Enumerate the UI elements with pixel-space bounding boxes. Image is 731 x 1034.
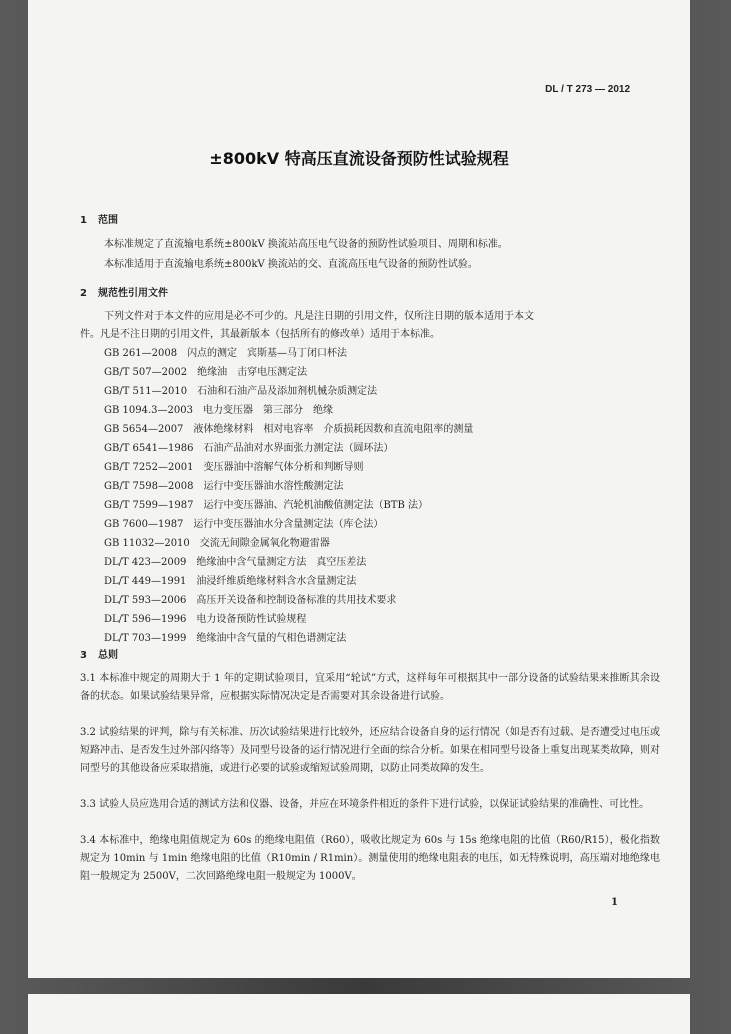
reference-title: 石油产品油对水界面张力测定法（圆环法） [203, 443, 394, 454]
reference-title: 电力设备预防性试验规程 [196, 614, 307, 625]
reference-item [104, 420, 473, 439]
reference-item [104, 534, 473, 553]
section-1-heading [80, 211, 118, 226]
reference-item [104, 363, 473, 382]
reference-code: DL/T 449—1991 [104, 576, 187, 587]
section-title: 规范性引用文件 [98, 288, 168, 299]
reference-item [104, 515, 473, 534]
clause-3-1: 3.1 本标准中规定的周期大于 1 年的定期试验项目，宜采用“轮试”方式，这样每年可根据其中一部分设备的试验结果来推断其余设备的状态。如果试验结果异常，应根据实际情况决定是否需要对其余设备进行试验。 [80, 673, 660, 702]
reference-item [104, 439, 473, 458]
reference-item [104, 382, 473, 401]
reference-title: 石油和石油产品及添加剂机械杂质测定法 [197, 386, 378, 397]
page-number: 1 [611, 897, 618, 908]
reference-item [104, 591, 473, 610]
reference-title: 绝缘油 击穿电压测定法 [197, 367, 308, 378]
reference-code: GB/T 7598—2008 [104, 481, 194, 492]
section-title: 范围 [98, 215, 118, 226]
reference-title: 变压器油中溶解气体分析和判断导则 [203, 462, 364, 473]
reference-code: GB/T 511—2010 [104, 386, 188, 397]
scope-paragraph-1: 本标准规定了直流输电系统±800kV 换流站高压电气设备的预防性试验项目、周期和标准。 [104, 239, 508, 250]
reference-code: GB 1094.3—2003 [104, 405, 193, 416]
reference-title: 绝缘油中含气量的气相色谱测定法 [196, 633, 347, 644]
reference-title: 高压开关设备和控制设备标准的共用技术要求 [196, 595, 397, 606]
reference-item [104, 572, 473, 591]
section-3-heading [80, 646, 118, 661]
section-number: 3 [80, 650, 87, 661]
references-intro-line-2: 件。凡是不注日期的引用文件，其最新版本（包括所有的修改单）适用于本标准。 [80, 329, 440, 340]
clause-3-2: 3.2 试验结果的评判，除与有关标准、历次试验结果进行比较外，还应结合设备自身的运行情况（如是否有过载、是否遭受过电压或短路冲击、是否发生过外部闪络等）及同型号设备的运行情况进行全面的综合分析。如果在相同型号设备上重复出现某类故障，则对同型号的其他设备应采取措施，或进行必要的试验或缩短试验周期，以防止同类故障的发生。 [80, 727, 660, 774]
next-page-edge [28, 994, 690, 1034]
section-title: 总则 [98, 650, 118, 661]
reference-title: 电力变压器 第三部分 绝缘 [202, 405, 333, 416]
reference-title: 交流无间隙金属氧化物避雷器 [199, 538, 330, 549]
section-2-heading [80, 284, 168, 299]
section-number: 1 [80, 215, 87, 226]
reference-code: DL/T 423—2009 [104, 557, 187, 568]
reference-item [104, 553, 473, 572]
reference-title: 运行中变压器油、汽轮机油酸值测定法（BTB 法） [203, 500, 428, 511]
references-list [104, 344, 473, 648]
reference-code: DL/T 596—1996 [104, 614, 187, 625]
reference-item [104, 629, 473, 648]
page-title: ±800kV 特高压直流设备预防性试验规程 [209, 149, 509, 168]
reference-code: GB/T 6541—1986 [104, 443, 194, 454]
reference-code: GB 5654—2007 [104, 424, 184, 435]
reference-title: 闪点的测定 宾斯基—马丁闭口杯法 [187, 348, 348, 359]
scope-paragraph-2: 本标准适用于直流输电系统±800kV 换流站的交、直流高压电气设备的预防性试验。 [104, 259, 478, 270]
document-page [28, 0, 690, 978]
reference-code: GB/T 7599—1987 [104, 500, 194, 511]
reference-code: GB 11032—2010 [104, 538, 190, 549]
reference-title: 绝缘油中含气量测定方法 真空压差法 [196, 557, 367, 568]
reference-item [104, 458, 473, 477]
reference-title: 液体绝缘材料 相对电容率 介质损耗因数和直流电阻率的测量 [193, 424, 474, 435]
reference-code: GB 7600—1987 [104, 519, 184, 530]
reference-title: 运行中变压器油水溶性酸测定法 [203, 481, 344, 492]
reference-item [104, 401, 473, 420]
reference-code: DL/T 593—2006 [104, 595, 187, 606]
reference-item [104, 477, 473, 496]
reference-code: DL/T 703—1999 [104, 633, 187, 644]
reference-code: GB 261—2008 [104, 348, 178, 359]
reference-code: GB/T 7252—2001 [104, 462, 194, 473]
reference-item [104, 344, 473, 363]
standard-code: DL / T 273 — 2012 [545, 84, 630, 95]
clause-3-4: 3.4 本标准中，绝缘电阻值规定为 60s 的绝缘电阻值（R60），吸收比规定为 60s 与 15s 绝缘电阻的比值（R60/R15），极化指数规定为 10min 与 1min 绝缘电阻的比值（R10min / R1min）。测量使用的绝缘电阻表的电压，如无特殊说明，高压端对地绝缘电阻一般规定为 2500V，二次回路绝缘电阻一般规定为 1000V。 [80, 835, 660, 882]
clause-3-3: 3.3 试验人员应选用合适的测试方法和仪器、设备，并应在环境条件相近的条件下进行试验，以保证试验结果的准确性、可比性。 [80, 799, 650, 810]
reference-code: GB/T 507—2002 [104, 367, 188, 378]
reference-item [104, 496, 473, 515]
reference-title: 运行中变压器油水分含量测定法（库仑法） [193, 519, 384, 530]
reference-item [104, 610, 473, 629]
section-number: 2 [80, 288, 87, 299]
reference-title: 油浸纤维质绝缘材料含水含量测定法 [196, 576, 357, 587]
references-intro-line-1: 下列文件对于本文件的应用是必不可少的。凡是注日期的引用文件，仅所注日期的版本适用于本文 [104, 311, 534, 322]
